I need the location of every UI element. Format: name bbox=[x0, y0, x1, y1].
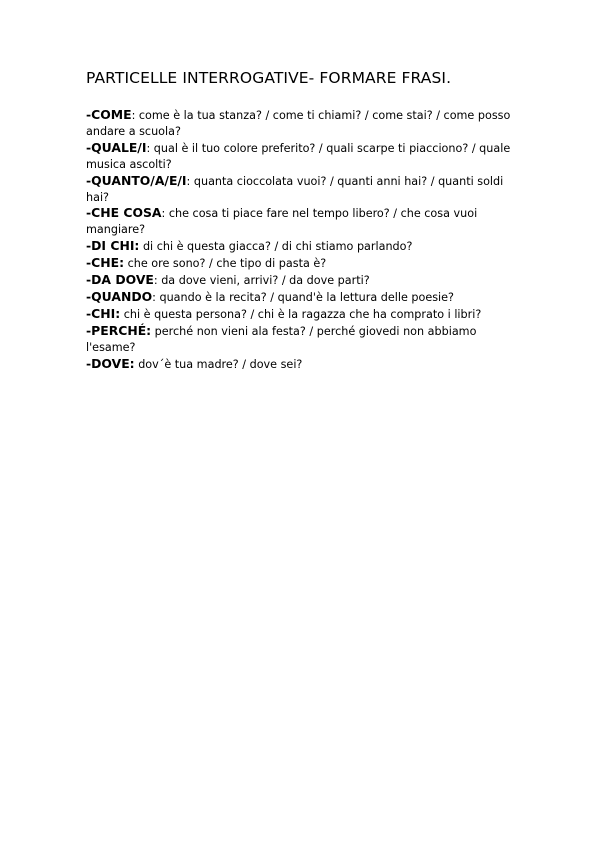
examples: : che cosa ti piace fare nel tempo libero? / che cosa vuoi mangiare? bbox=[86, 207, 478, 237]
examples: dov´è tua madre? / dove sei? bbox=[134, 357, 303, 371]
list-item bbox=[86, 356, 516, 373]
list-item bbox=[86, 173, 516, 206]
keyword: -PERCHÉ: bbox=[86, 322, 152, 338]
list-item bbox=[86, 323, 516, 356]
examples: che ore sono? / che tipo di pasta è? bbox=[124, 257, 327, 271]
keyword: -QUANDO bbox=[86, 288, 153, 304]
question-word-list bbox=[86, 107, 516, 373]
keyword: -CHI: bbox=[86, 305, 121, 321]
keyword: -DA DOVE bbox=[86, 272, 154, 288]
list-item bbox=[86, 107, 516, 140]
examples: chi è questa persona? / chi è la ragazza che ha comprato i libri? bbox=[120, 307, 482, 321]
list-item bbox=[86, 272, 516, 289]
list-item bbox=[86, 205, 516, 238]
keyword: -DI CHI: bbox=[86, 238, 140, 254]
keyword: -DOVE: bbox=[86, 355, 135, 371]
examples: : da dove vieni, arrivi? / da dove parti? bbox=[153, 274, 370, 288]
page-title: PARTICELLE INTERROGATIVE- FORMARE FRASI. bbox=[86, 69, 452, 87]
keyword: -QUALE/I bbox=[86, 139, 147, 155]
examples: : qual è il tuo colore preferito? / quali scarpe ti piacciono? / quale musica ascolti? bbox=[86, 141, 511, 171]
keyword: -CHE COSA bbox=[86, 205, 162, 221]
examples: : quanta cioccolata vuoi? / quanti anni hai? / quanti soldi hai? bbox=[86, 174, 504, 204]
list-item bbox=[86, 306, 516, 323]
list-item bbox=[86, 255, 516, 272]
list-item bbox=[86, 289, 516, 306]
examples: perché non vieni ala festa? / perché giovedi non abbiamo l'esame? bbox=[86, 324, 477, 354]
keyword: -QUANTO/A/E/I bbox=[86, 172, 187, 188]
keyword: -COME bbox=[86, 107, 132, 122]
examples: : come è la tua stanza? / come ti chiami? / come stai? / come posso andare a scuola? bbox=[86, 109, 511, 138]
examples: di chi è questa giacca? / di chi stiamo parlando? bbox=[139, 240, 413, 254]
keyword: -CHE: bbox=[86, 255, 125, 271]
list-item bbox=[86, 140, 516, 173]
list-item bbox=[86, 238, 516, 255]
examples: : quando è la recita? / quand'è la lettura delle poesie? bbox=[152, 290, 454, 304]
